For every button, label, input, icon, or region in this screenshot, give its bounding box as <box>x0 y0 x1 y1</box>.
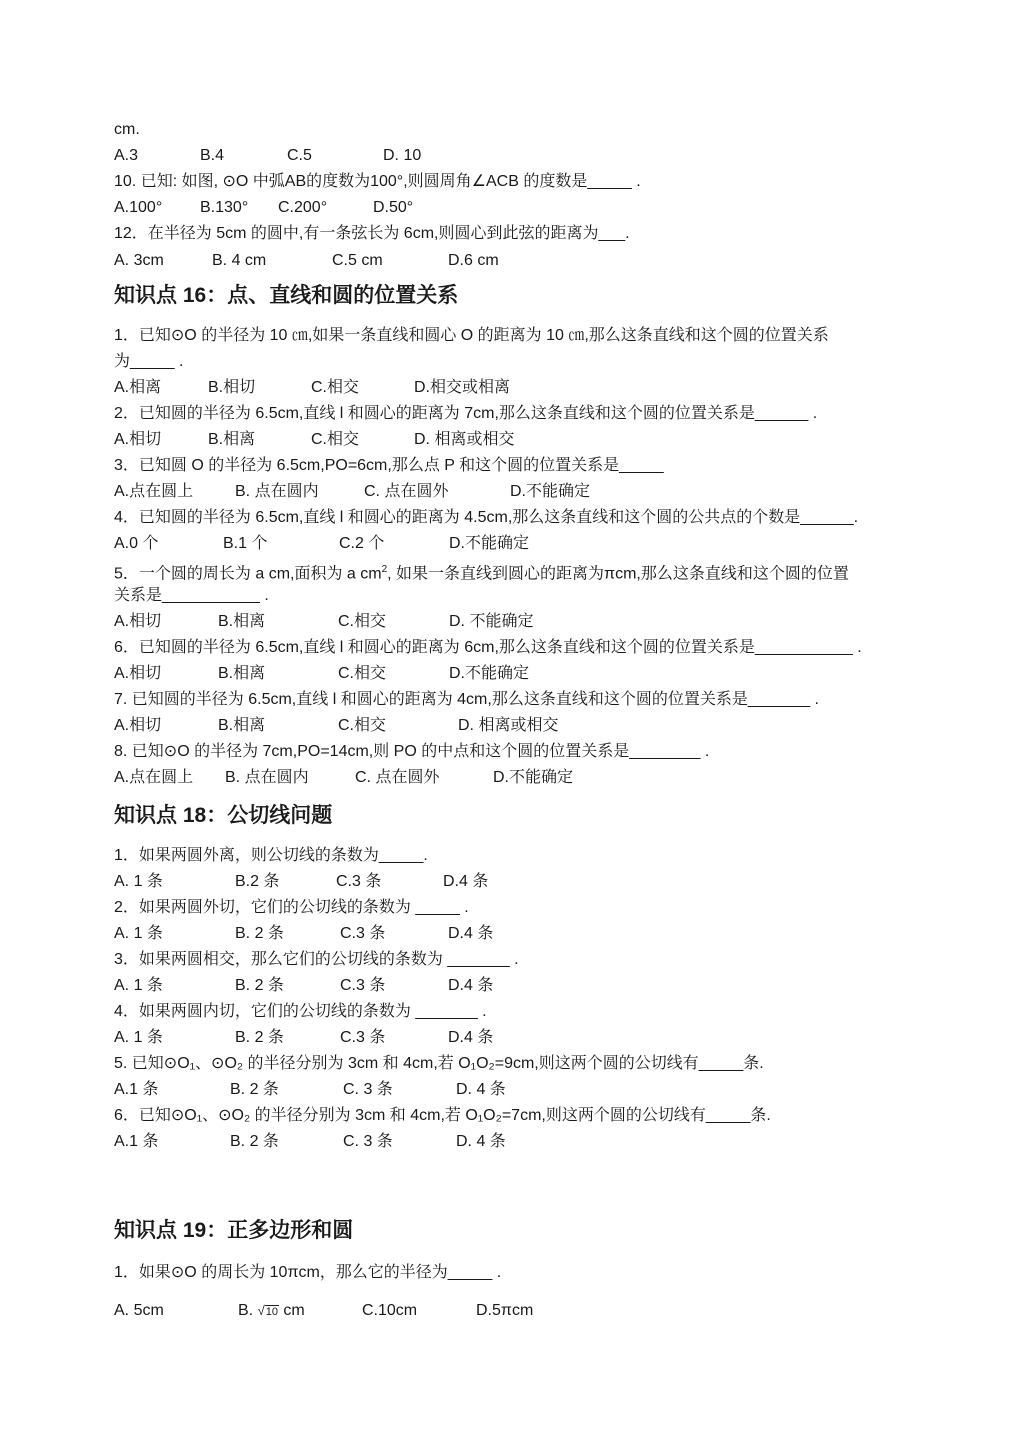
question-10: 10. 已知: 如图, ⊙O 中弧AB的度数为100°,则圆周角∠ACB 的度数是_____ . <box>114 173 641 190</box>
question-1: 1．如果两圆外离，则公切线的条数为_____. <box>114 847 428 864</box>
question-1: 1．如果⊙O 的周长为 10πcm，那么它的半径为_____ . <box>114 1264 502 1281</box>
question-6: 6．已知⊙O₁、⊙O₂ 的半径分别为 3cm 和 4cm,若 O₁O₂=7cm,则这两个圆的公切线有_____条. <box>114 1107 771 1124</box>
option-a: A.3 <box>114 147 139 164</box>
option-d: D.6 cm <box>448 252 499 269</box>
question-2: 2．已知圆的半径为 6.5cm,直线 l 和圆心的距离为 7cm,那么这条直线和这个圆的位置关系是______ . <box>114 405 818 422</box>
question-4: 4．已知圆的半径为 6.5cm,直线 l 和圆心的距离为 4.5cm,那么这条直线和这个圆的公共点的个数是______. <box>114 509 859 526</box>
option-d: D.不能确定 <box>449 665 530 682</box>
option-d: D. 不能确定 <box>449 613 534 630</box>
option-d: D. 4 条 <box>456 1133 506 1150</box>
question-5 <box>114 560 849 584</box>
option-b: B. 2 条 <box>235 1029 284 1046</box>
option-b: B.相切 <box>208 379 256 396</box>
question-3: 3．已知圆 O 的半径为 6.5cm,PO=6cm,那么点 P 和这个圆的位置关系是_____ <box>114 457 664 474</box>
question-5-cont: 关系是___________ . <box>114 587 269 604</box>
option-b: B.相离 <box>218 613 266 630</box>
option-d: D. 相离或相交 <box>458 717 559 734</box>
option-d: D. 10 <box>383 147 422 164</box>
option-c: C.相交 <box>338 717 387 734</box>
option-d: D.相交或相离 <box>414 379 511 396</box>
option-c: C.200° <box>278 199 328 216</box>
option-c: C.10cm <box>362 1302 418 1319</box>
question-3: 3．如果两圆相交，那么它们的公切线的条数为 _______ . <box>114 951 519 968</box>
question-5: 5. 已知⊙O₁、⊙O₂ 的半径分别为 3cm 和 4cm,若 O₁O₂=9cm,则这两个圆的公切线有_____条. <box>114 1055 764 1072</box>
option-b-unit: cm <box>278 1302 305 1319</box>
option-d: D.4 条 <box>448 1029 494 1046</box>
section-title-19: 知识点 19：正多边形和圆 <box>114 1219 354 1242</box>
option-d: D.不能确定 <box>449 535 530 552</box>
option-b: B. 点在圆内 <box>225 769 309 786</box>
options-row <box>114 716 914 736</box>
question-1-cont: 为_____ . <box>114 353 184 370</box>
option-a: A.点在圆上 <box>114 769 194 786</box>
option-b-label: B. <box>238 1302 258 1319</box>
option-b: B.2 条 <box>235 873 280 890</box>
option-b <box>238 1301 305 1322</box>
question-2: 2．如果两圆外切，它们的公切线的条数为 _____ . <box>114 899 469 916</box>
option-a: A. 1 条 <box>114 1029 163 1046</box>
option-c: C. 3 条 <box>343 1133 393 1150</box>
option-d: D.4 条 <box>443 873 489 890</box>
question-5-text-b: , 如果一条直线到圆心的距离为πcm,那么这条直线和这个圆的位置 <box>387 565 849 583</box>
option-b: B.4 <box>200 147 225 164</box>
options-row <box>114 251 914 271</box>
options-row <box>114 482 914 502</box>
options-row <box>114 664 914 684</box>
option-a: A.1 条 <box>114 1081 159 1098</box>
option-a: A.相切 <box>114 717 162 734</box>
option-b: B.130° <box>200 199 249 216</box>
option-c: C.3 条 <box>340 977 386 994</box>
option-d: D. 相离或相交 <box>414 431 515 448</box>
option-c: C.2 个 <box>339 535 385 552</box>
options-row <box>114 198 914 218</box>
option-a: A. 1 条 <box>114 977 163 994</box>
option-c: C.相交 <box>311 431 360 448</box>
options-row <box>114 872 914 892</box>
question-12: 12．在半径为 5cm 的圆中,有一条弦长为 6cm,则圆心到此弦的距离为___. <box>114 225 630 242</box>
option-b: B.1 个 <box>223 535 268 552</box>
option-a: A. 3cm <box>114 252 164 269</box>
options-row <box>114 378 914 398</box>
option-b: B. 2 条 <box>230 1081 279 1098</box>
question-6: 6．已知圆的半径为 6.5cm,直线 l 和圆心的距离为 6cm,那么这条直线和这个圆的位置关系是___________ . <box>114 639 862 656</box>
question-5-text-a: 5．一个圆的周长为 a cm,面积为 a cm <box>114 565 382 583</box>
option-b: B. 2 条 <box>235 977 284 994</box>
line-continuation: cm. <box>114 121 140 138</box>
option-c: C.3 条 <box>340 1029 386 1046</box>
question-4: 4．如果两圆内切，它们的公切线的条数为 _______ . <box>114 1003 487 1020</box>
options-row <box>114 146 914 166</box>
sqrt-radicand: 10 <box>265 1306 278 1318</box>
options-row <box>114 1080 914 1100</box>
option-b: B. 点在圆内 <box>235 483 319 500</box>
option-c: C.5 <box>287 147 312 164</box>
option-c: C.相交 <box>338 613 387 630</box>
option-b: B.相离 <box>208 431 256 448</box>
option-b: B. 2 条 <box>230 1133 279 1150</box>
options-row <box>114 612 914 632</box>
question-7: 7. 已知圆的半径为 6.5cm,直线 l 和圆心的距离为 4cm,那么这条直线和这个圆的位置关系是_______ . <box>114 691 819 708</box>
option-c: C. 3 条 <box>343 1081 393 1098</box>
options-row <box>114 976 914 996</box>
options-row <box>114 1301 914 1321</box>
option-a: A.0 个 <box>114 535 159 552</box>
option-a: A. 1 条 <box>114 925 163 942</box>
question-8: 8. 已知⊙O 的半径为 7cm,PO=14cm,则 PO 的中点和这个圆的位置关系是________ . <box>114 743 710 760</box>
superscript: 2 <box>381 564 388 575</box>
option-c: C.5 cm <box>332 252 383 269</box>
options-row <box>114 768 914 788</box>
option-a: A.相切 <box>114 613 162 630</box>
option-a: A.100° <box>114 199 163 216</box>
option-d: D.50° <box>373 199 414 216</box>
option-d: D.4 条 <box>448 925 494 942</box>
option-b: B. 4 cm <box>212 252 267 269</box>
options-row <box>114 924 914 944</box>
option-c: C.相交 <box>311 379 360 396</box>
options-row <box>114 534 914 554</box>
option-a: A.相离 <box>114 379 162 396</box>
option-c: C. 点在圆外 <box>364 483 449 500</box>
options-row <box>114 430 914 450</box>
section-title-16: 知识点 16：点、直线和圆的位置关系 <box>114 284 459 307</box>
option-b: B.相离 <box>218 665 266 682</box>
option-d: D.不能确定 <box>493 769 574 786</box>
option-c: C.3 条 <box>340 925 386 942</box>
option-a: A.相切 <box>114 665 162 682</box>
section-title-18: 知识点 18：公切线问题 <box>114 804 333 827</box>
option-a: A. 1 条 <box>114 873 163 890</box>
option-d: D.不能确定 <box>510 483 591 500</box>
option-d: D.5πcm <box>476 1302 534 1319</box>
options-row <box>114 1028 914 1048</box>
option-c: C.相交 <box>338 665 387 682</box>
option-a: A.1 条 <box>114 1133 159 1150</box>
options-row <box>114 1132 914 1152</box>
option-a: A. 5cm <box>114 1302 164 1319</box>
question-1: 1．已知⊙O 的半径为 10 ㎝,如果一条直线和圆心 O 的距离为 10 ㎝,那么这条直线和这个圆的位置关系 <box>114 327 829 344</box>
option-a: A.相切 <box>114 431 162 448</box>
option-c: C.3 条 <box>336 873 382 890</box>
sqrt-symbol: √10 <box>257 1303 278 1318</box>
option-d: D. 4 条 <box>456 1081 506 1098</box>
option-c: C. 点在圆外 <box>355 769 440 786</box>
option-d: D.4 条 <box>448 977 494 994</box>
option-b: B. 2 条 <box>235 925 284 942</box>
option-a: A.点在圆上 <box>114 483 194 500</box>
option-b: B.相离 <box>218 717 266 734</box>
